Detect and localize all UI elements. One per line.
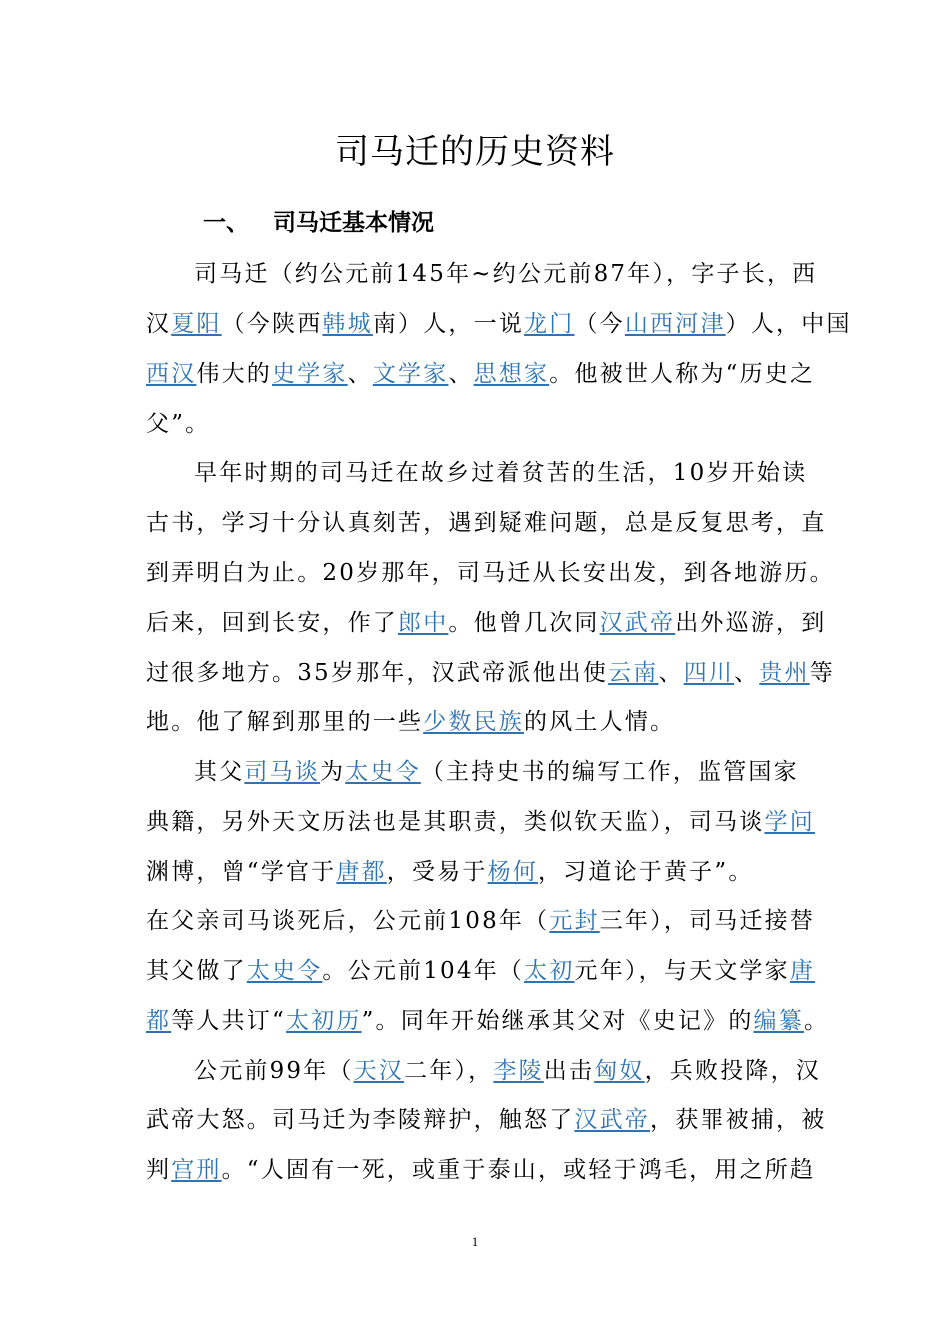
text-span: ）人，中国 [725,311,852,337]
hyperlink[interactable]: 司马谈 [244,759,321,785]
hyperlink[interactable]: 太史令 [246,958,323,984]
text-line [146,605,826,641]
text-line [146,1003,829,1039]
hyperlink[interactable]: 西汉 [146,361,197,387]
text-span: 渊博，曾“学官于 [146,859,337,885]
text-span: ”。同年开始继承其父对《史记》的 [361,1008,754,1034]
text-line [146,1102,826,1138]
hyperlink[interactable]: 汉武帝 [599,610,676,636]
text-span: 。“人固有一死，或重于泰山，或轻于鸿毛，用之所趋 [221,1157,816,1183]
hyperlink[interactable]: 学问 [764,809,815,835]
text-span: 伟大的 [196,361,273,387]
document-title: 司马迁的历史资料 [335,132,615,172]
hyperlink[interactable]: 太初 [524,958,575,984]
hyperlink[interactable]: 太初历 [285,1008,362,1034]
text-span: （今 [574,311,625,337]
text-span: 过很多地方。35岁那年，汉武帝派他出使 [146,660,609,686]
text-line [194,256,817,292]
text-line [146,704,675,740]
text-span: 典籍，另外天文历法也是其职责，类似钦天监），司马谈 [146,809,765,835]
hyperlink[interactable]: 史学家 [272,361,348,387]
text-span: 为 [320,759,346,785]
text-line [194,1053,821,1089]
hyperlink[interactable]: 龙门 [524,311,575,337]
text-span: 父”。 [146,411,211,437]
text-span: 、 [734,660,760,686]
hyperlink[interactable]: 唐都 [336,859,387,885]
hyperlink[interactable]: 云南 [608,660,659,686]
text-span: 。他曾几次同 [448,610,600,636]
hyperlink[interactable]: 太史令 [345,759,421,785]
text-span: 、 [347,361,373,387]
text-span: 地。他了解到那里的一些 [146,709,424,735]
text-span: 、 [658,660,684,686]
text-span: 。他被世人称为“历史之 [549,361,816,387]
hyperlink[interactable]: 杨何 [487,859,538,885]
text-span: 出击 [543,1058,595,1084]
text-span: 元年），与天文学家 [574,958,790,984]
text-line [146,804,815,840]
text-span: 其父做了 [146,958,247,984]
text-span: 南）人，一说 [372,311,525,337]
hyperlink[interactable]: 夏阳 [171,311,222,337]
page-number: 1 [471,1234,479,1249]
section-number: 一、 [203,210,249,236]
text-span: 。 [803,1008,830,1034]
hyperlink[interactable]: 都 [146,1008,172,1034]
text-line [146,903,815,939]
text-span: 三年），司马迁接替 [599,908,816,934]
hyperlink[interactable]: 宫刑 [171,1157,222,1183]
hyperlink[interactable]: 山西河津 [624,311,726,337]
text-line [146,505,826,541]
text-span: ，兵败投降，汉 [644,1058,822,1084]
text-span: 二年）， [404,1058,494,1084]
text-span: ，习道论于黄子”。 [537,859,754,885]
hyperlink[interactable]: 编纂 [753,1008,804,1034]
text-line [146,655,835,691]
text-line [146,555,835,591]
hyperlink[interactable]: 元封 [549,908,600,934]
section-title: 司马迁基本情况 [273,210,434,236]
hyperlink[interactable]: 汉武帝 [574,1107,651,1133]
text-line [146,854,754,890]
text-line [194,455,807,491]
text-span: ，受易于 [386,859,488,885]
text-span: 其父 [194,759,245,785]
text-line [146,356,815,392]
text-span: 。公元前104年（ [322,958,525,984]
text-span: 判 [146,1157,172,1183]
text-line [146,406,210,442]
text-span: 等人共订“ [171,1008,286,1034]
hyperlink[interactable]: 唐 [789,958,816,984]
hyperlink[interactable]: 思想家 [473,361,550,387]
text-span: 到弄明白为止。20岁那年，司马迁从长安出发，到各地游历。 [146,560,835,586]
text-span: 在父亲司马谈死后，公元前108年（ [146,908,550,934]
text-span: 早年时期的司马迁在故乡过着贫苦的生活，10岁开始读 [194,460,808,486]
hyperlink[interactable]: 少数民族 [423,709,525,735]
text-span: 汉 [146,311,172,337]
hyperlink[interactable]: 李陵 [493,1058,544,1084]
text-line [146,306,852,342]
text-span: 的风土人情。 [524,709,676,735]
text-span: 司马迁（约公元前145年~约公元前87年），字子长，西 [194,261,818,287]
hyperlink[interactable]: 韩城 [322,311,373,337]
hyperlink[interactable]: 文学家 [372,361,449,387]
hyperlink[interactable]: 郎中 [398,610,449,636]
text-line [194,754,799,790]
section-heading [203,203,434,243]
text-span: 等 [809,660,835,686]
hyperlink[interactable]: 天汉 [353,1058,405,1084]
hyperlink[interactable]: 四川 [683,660,735,686]
text-line [146,1152,815,1188]
hyperlink[interactable]: 匈奴 [594,1058,645,1084]
text-span: ，获罪被捕，被 [650,1107,827,1133]
hyperlink[interactable]: 贵州 [759,660,810,686]
text-span: 出外巡游，到 [675,610,827,636]
text-span: （今陕西 [221,311,323,337]
text-span: 、 [448,361,474,387]
text-span: 后来，回到长安，作了 [146,610,398,636]
text-span: 公元前99年（ [194,1058,354,1084]
text-span: 古书，学习十分认真刻苦，遇到疑难问题，总是反复思考，直 [146,510,827,536]
text-span: 武帝大怒。司马迁为李陵辩护，触怒了 [146,1107,575,1133]
text-span: （主持史书的编写工作，监管国家 [420,759,799,785]
text-line [146,953,815,989]
